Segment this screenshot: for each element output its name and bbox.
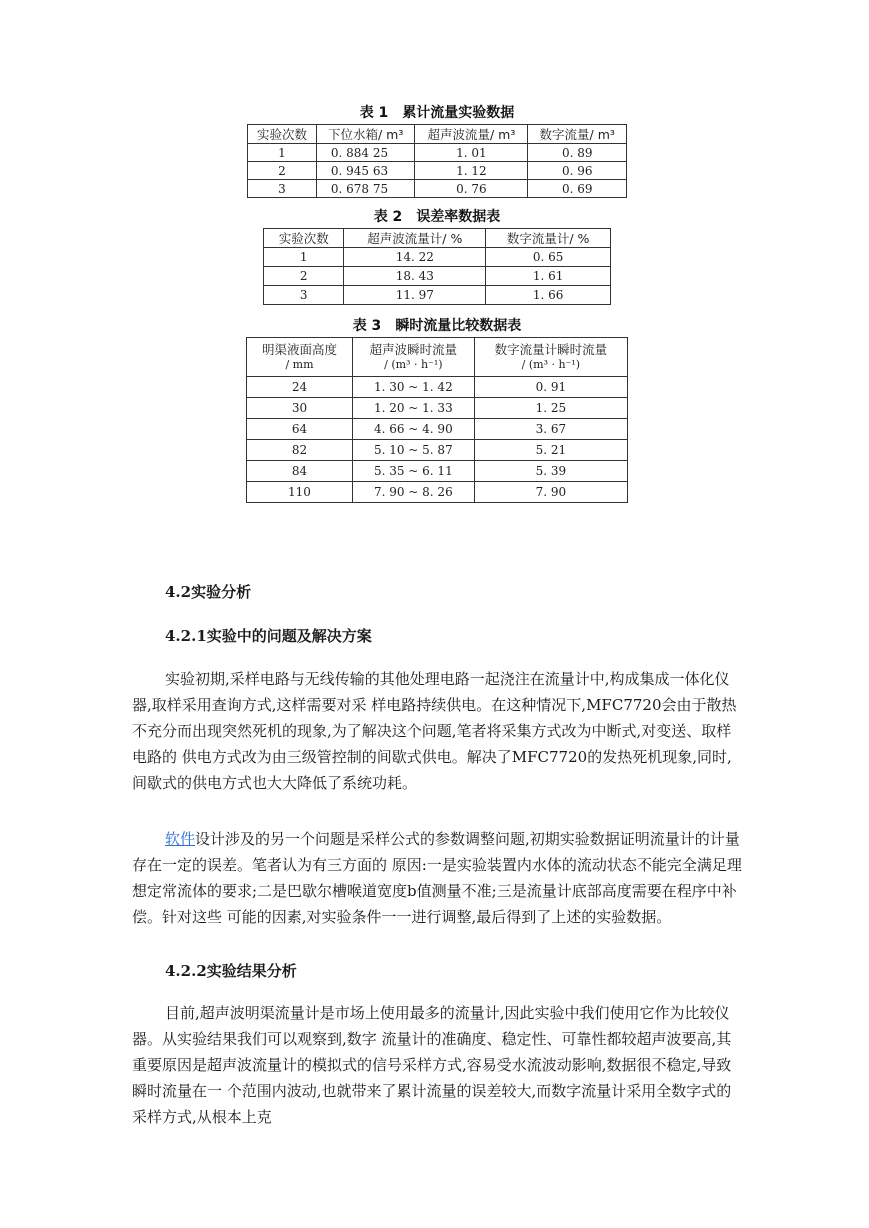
table-cell: 18. 43 [344, 267, 486, 286]
table-cell: 84 [247, 461, 353, 482]
table-cell: 3. 67 [474, 419, 627, 440]
paragraph-problems [132, 666, 744, 796]
subsection-heading-problems: 4.2.1实验中的问题及解决方案 [165, 627, 372, 645]
header-main-label: 超声波瞬时流量 [369, 342, 458, 357]
table3-caption [246, 317, 628, 337]
table-cell: 1. 25 [474, 398, 627, 419]
table1 [247, 124, 627, 198]
table3-header-row [247, 338, 628, 377]
table3 [246, 337, 628, 503]
table-row [247, 440, 628, 461]
table-cell: 3 [264, 286, 344, 305]
table-row [248, 144, 627, 162]
table-cell: 110 [247, 482, 353, 503]
table-cell: 0. 91 [474, 377, 627, 398]
table-cell: 5. 21 [474, 440, 627, 461]
table-cell: 1. 61 [486, 267, 611, 286]
table3-caption-title: 瞬时流量比较数据表 [395, 318, 522, 334]
table3-caption-number: 表 3 [352, 318, 382, 334]
table1-caption [246, 104, 628, 124]
subsection-heading-results: 4.2.2实验结果分析 [165, 962, 297, 980]
table-row [248, 180, 627, 198]
table-cell: 64 [247, 419, 353, 440]
table1-header-cell: 下位水箱/ m³ [316, 125, 415, 144]
table-cell: 1 [264, 248, 344, 267]
table-cell: 14. 22 [344, 248, 486, 267]
header-unit-label: / (m³ · h⁻¹) [384, 358, 443, 371]
header-main-label: 明渠液面高度 [261, 342, 337, 357]
table-cell: 30 [247, 398, 353, 419]
table-row [264, 248, 611, 267]
table-cell: 5. 10 ~ 5. 87 [352, 440, 474, 461]
table-cell: 0. 89 [528, 144, 627, 162]
paragraph-text: 设计涉及的另一个问题是采样公式的参数调整问题,初期实验数据证明流量计的计量存在一定的误差。笔者认为有三方面的 原因:一是实验装置内水体的流动状态不能完全满足理想定常流体的要求;二是巴歇尔槽喉道宽度b值测量不准;三是流量计底部高度需要在程序中补偿。针对这些 可能的因素,对实验条件一一进行调整,最后得到了上述的实验数据。 [132, 830, 742, 926]
table-cell: 1. 66 [486, 286, 611, 305]
paragraph-text-container [132, 826, 744, 930]
table-cell: 1. 20 ~ 1. 33 [352, 398, 474, 419]
table-row [264, 286, 611, 305]
table-cell: 4. 66 ~ 4. 90 [352, 419, 474, 440]
table-cell: 1. 12 [415, 162, 528, 180]
header-main-label: 数字流量计瞬时流量 [494, 342, 608, 357]
section-heading: 4.2实验分析 [165, 583, 252, 601]
tables-figure [246, 104, 628, 503]
table1-header-cell: 超声波流量/ m³ [415, 125, 528, 144]
table1-header-cell: 实验次数 [248, 125, 317, 144]
paragraph-text: 目前,超声波明渠流量计是市场上使用最多的流量计,因此实验中我们使用它作为比较仪器。从实验结果我们可以观察到,数字 流量计的准确度、稳定性、可靠性都较超声波要高,其重要原因是超声波流量计的模拟式的信号采样方式,容易受水流波动影响,数据很不稳定,导致瞬时流量在一 个范围内波动,也就带来了累计流量的误差较大,而数字流量计采用全数字式的采样方式,从根本上克 [132, 1004, 732, 1126]
table2-header-row [264, 229, 611, 248]
table3-header-cell [352, 338, 474, 377]
table-cell: 0. 76 [415, 180, 528, 198]
table-cell: 82 [247, 440, 353, 461]
paragraph-text: 实验初期,采样电路与无线传输的其他处理电路一起浇注在流量计中,构成集成一体化仪器,取样采用查询方式,这样需要对采 样电路持续供电。在这种情况下,MFC7720会由于散热不充分而出现突然死机的现象,为了解决这个问题,笔者将采集方式改为中断式,对变送、取样电路的 供电方式改为由三级管控制的间歇式供电。解决了MFC7720的发热死机现象,同时,间歇式的供电方式也大大降低了系统功耗。 [132, 670, 737, 792]
table1-header-cell: 数字流量/ m³ [528, 125, 627, 144]
table-row [248, 162, 627, 180]
table-cell: 0. 96 [528, 162, 627, 180]
table-row [247, 377, 628, 398]
software-link[interactable]: 软件 [165, 830, 196, 848]
table-row [247, 398, 628, 419]
header-unit-label: / (m³ · h⁻¹) [521, 358, 581, 371]
table-cell: 0. 945 63 [316, 162, 415, 180]
table-cell: 1 [248, 144, 317, 162]
table2-caption-number: 表 2 [373, 209, 403, 225]
table2-caption-title: 误差率数据表 [416, 209, 501, 225]
table-row [264, 267, 611, 286]
table1-caption-number: 表 1 [359, 105, 389, 121]
table2 [263, 228, 611, 305]
table-cell: 0. 69 [528, 180, 627, 198]
table-cell: 0. 884 25 [316, 144, 415, 162]
table-row [247, 461, 628, 482]
table2-header-cell: 数字流量计/ % [486, 229, 611, 248]
table-row [247, 419, 628, 440]
table-cell: 11. 97 [344, 286, 486, 305]
table-cell: 1. 01 [415, 144, 528, 162]
paragraph-software [132, 826, 744, 930]
paragraph-results [132, 1000, 744, 1130]
table-row [247, 482, 628, 503]
table-cell: 1. 30 ~ 1. 42 [352, 377, 474, 398]
table2-caption [246, 208, 628, 228]
table-cell: 2 [248, 162, 317, 180]
table-cell: 2 [264, 267, 344, 286]
table1-caption-title: 累计流量实验数据 [402, 105, 515, 121]
table2-header-cell: 超声波流量计/ % [344, 229, 486, 248]
table2-header-cell: 实验次数 [264, 229, 344, 248]
table-cell: 0. 65 [486, 248, 611, 267]
table1-header-row [248, 125, 627, 144]
header-unit-label: / mm [285, 358, 314, 371]
table-cell: 24 [247, 377, 353, 398]
table-cell: 7. 90 [474, 482, 627, 503]
table3-header-cell [474, 338, 627, 377]
table-cell: 3 [248, 180, 317, 198]
table-cell: 5. 39 [474, 461, 627, 482]
table-cell: 5. 35 ~ 6. 11 [352, 461, 474, 482]
table3-header-cell [247, 338, 353, 377]
table-cell: 7. 90 ~ 8. 26 [352, 482, 474, 503]
table-cell: 0. 678 75 [316, 180, 415, 198]
